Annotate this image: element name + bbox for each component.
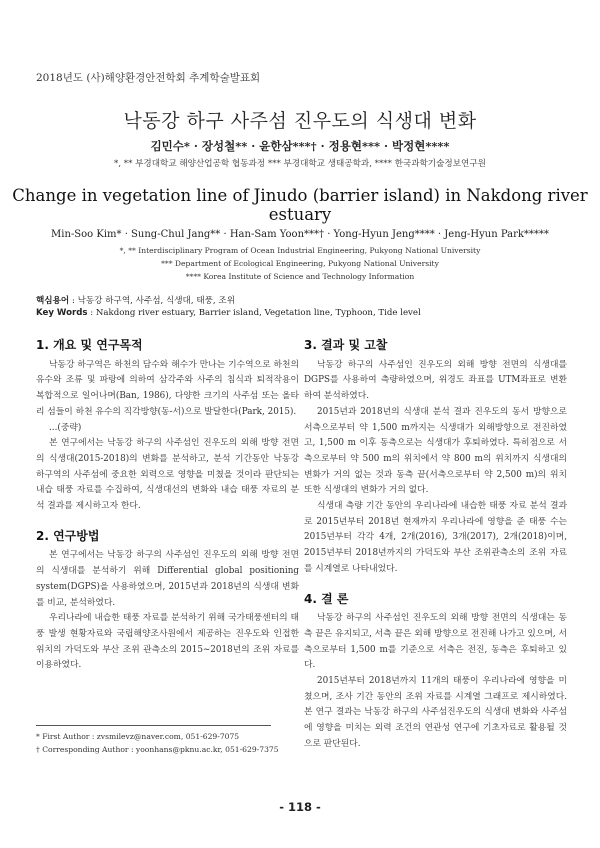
affiliations-korean: *, ** 부경대학교 해양산업공학 협동과정 *** 부경대학교 생태공학과, **** 한국과학기술정보연구원 bbox=[114, 159, 486, 169]
keywords-en-text: : Nakdong river estuary, Barrier island, Vegetation line, Typhoon, Tide level bbox=[90, 308, 421, 318]
authors-english: Min-Soo Kim* · Sung-Chul Jang** · Han-Sam Yoon***† · Yong-Hyun Jeng**** · Jeng-Hyun Park***** bbox=[51, 229, 549, 240]
method-paragraph-2: 우리나라에 내습한 태풍 자료를 분석하기 위해 국가태풍센터의 태풍 발생 현황자료와 국립해양조사원에서 제공하는 진우도와 인접한 위치의 가덕도와 부산 조위 관측소의 2015~2018년의 조위 자료를 이용하였다. bbox=[36, 613, 299, 671]
page-number: - 118 - bbox=[279, 800, 321, 814]
authors-korean: 김민수* · 장성철** · 윤한삼***† · 정용현*** · 박정현**** bbox=[150, 139, 450, 153]
title-english: Change in vegetation line of Jinudo (barrier island) in Nakdong river estuary bbox=[12, 186, 588, 224]
footnote-first-author: * First Author : zvsmilevz@naver.com, 051-629-7075 bbox=[36, 732, 240, 741]
affiliation-en-2: *** Department of Ecological Engineering, Pukyong National University bbox=[161, 259, 439, 268]
left-column bbox=[36, 338, 299, 674]
section-conclusion-heading: 4. 결 론 bbox=[304, 591, 349, 606]
right-column bbox=[304, 338, 567, 753]
results-paragraph-3: 식생대 측량 기간 동안의 우리나라에 내습한 태풍 자료 분석 결과로 2015년부터 2018년 현재까지 우리나라에 영향을 준 태풍 수는 2015년부터 각각 4개, 2개(2016), 3개(2017), 2개(2018)이며, 2015년부터 2018년까지의 가덕도와 부산 조위관측소의 조위 자료를 시계열로 나타내었다. bbox=[304, 501, 567, 574]
conclusion-paragraph-1: 낙동강 하구의 사주섬인 진우도의 외해 방향 전면의 식생대는 동측 끝은 유지되고, 서측 끝은 외해 방향으로 전진해 나가고 있으며, 서측으로부터 1,500 m를 기준으로 서측은 전진, 동측은 후퇴하고 있다. bbox=[304, 613, 567, 671]
results-paragraph-1: 낙동강 하구의 사주섬인 진우도의 외해 방향 전면의 식생대를 DGPS를 사용하여 측량하였으며, 위경도 좌표를 UTM좌표로 변환하여 분석하였다. bbox=[304, 359, 567, 402]
keywords-en-label: Key Words bbox=[36, 308, 88, 318]
keywords-english bbox=[36, 308, 421, 318]
intro-paragraph-3: 본 연구에서는 낙동강 하구의 사주섬인 진우도의 외해 방향 전면의 식생대(2015-2018)의 변화를 분석하고, 분석 기간동안 낙동강 하구역의 사주섬에 중요한 외력으로 영향을 미쳤을 것이라 판단되는 내습 태풍 자료를 수집하여, 식생대선의 변화와 내습 태풍 자료의 분석 결과를 제시하고자 한다. bbox=[36, 438, 299, 512]
keywords-ko-text: : 낙동강 하구역, 사주섬, 식생대, 태풍, 조위 bbox=[71, 296, 235, 306]
conclusion-paragraph-2: 2015년부터 2018년까지 11개의 태풍이 우리나라에 영향을 미쳤으며, 조사 기간 동안의 조위 자료를 시계열 그래프로 제시하였다. 본 연구 결과는 낙동강 하구의 사주섬진우도의 식생대 변화와 사주섬에 영향을 미치는 외력 조건의 연관성 연구에 기초자료로 활용될 것으로 판단된다. bbox=[304, 676, 567, 749]
keywords-ko-label: 핵심용어 bbox=[36, 296, 70, 306]
title-korean: 낙동강 하구 사주섬 진우도의 식생대 변화 bbox=[123, 110, 477, 132]
section-results-heading: 3. 결과 및 고찰 bbox=[304, 338, 388, 352]
affiliation-en-3: **** Korea Institute of Science and Technology Information bbox=[185, 272, 415, 281]
method-paragraph-1: 본 연구에서는 낙동강 하구의 사주섬인 진우도의 외해 방향 전면의 식생대를 분석하기 위해 Differential global positioning system(DGPS)을 사용하였으며, 2015년과 2018년의 식생대 변화를 비교, 분석하였다. bbox=[36, 550, 299, 608]
results-paragraph-2: 2015년과 2018년의 식생대 분석 결과 진우도의 동서 방향으로 서측으로부터 약 1,500 m까지는 식생대가 외해방향으로 전진하였고, 1,500 m 이후 동측으로는 식생대가 후퇴하였다. 특히점으로 서측으로부터 약 500 m의 위치에서 약 800 m의 위치까지 식생대의 변화가 거의 없는 것과 동측 끝(서측으로부터 약 2,500 m)의 위치 또한 식생대의 변화가 거의 없다. bbox=[304, 406, 567, 496]
footnote-divider bbox=[36, 725, 271, 726]
intro-paragraph-1: 낙동강 하구역은 하천의 담수와 해수가 만나는 기수역으로 하천의 유수와 조류 및 파랑에 의하여 삼각주와 사주의 침식과 퇴적작용이 복합적으로 일어나며(Ban, 1986), 다양한 크기의 사주섬 또는 올타리 섬들이 하천 유수의 직각방향(동-서)으로 발달한다(Park, 2015). bbox=[36, 359, 299, 417]
keywords-korean bbox=[36, 294, 235, 306]
footnote-corresponding-author: † Corresponding Author : yoonhans@pknu.ac.kr, 051-629-7375 bbox=[36, 745, 279, 754]
section-method-heading: 2. 연구방법 bbox=[36, 528, 100, 543]
affiliation-en-1: *, ** Interdisciplinary Program of Ocean Industrial Engineering, Pukyong National University bbox=[119, 246, 481, 255]
section-intro-heading: 1. 개요 및 연구목적 bbox=[36, 338, 143, 352]
conference-header: 2018년도 (사)해양환경안전학회 추계학술발표회 bbox=[36, 72, 261, 84]
intro-paragraph-2: ...(중략) bbox=[49, 422, 82, 433]
